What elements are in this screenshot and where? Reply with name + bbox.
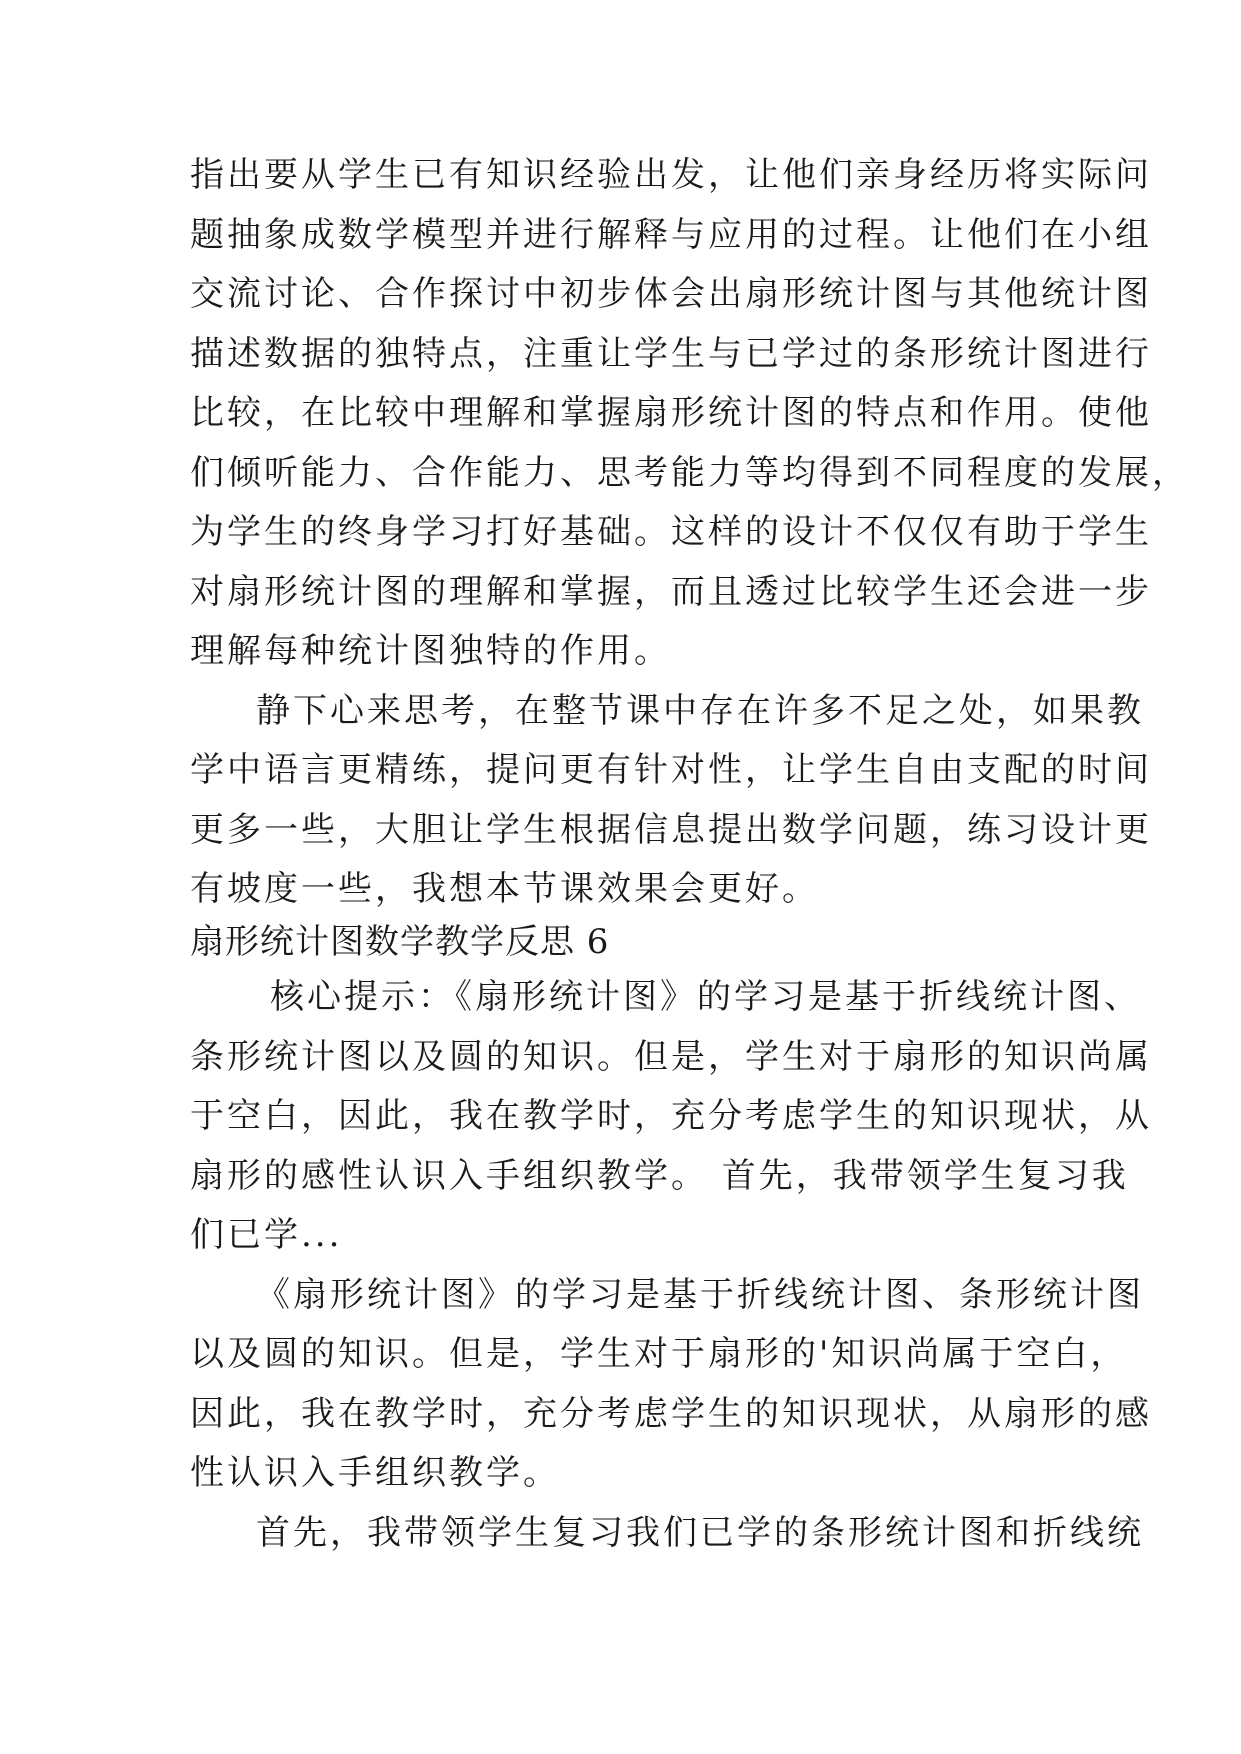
text-line: 指出要从学生已有知识经验出发，让他们亲身经历将实际问	[190, 155, 1152, 195]
text-line: 学中语言更精练，提问更有针对性，让学生自由支配的时间	[190, 750, 1152, 790]
text-line: 《扇形统计图》的学习是基于折线统计图、条形统计图	[256, 1275, 1144, 1315]
summary-line: 于空白，因此，我在教学时，充分考虑学生的知识现状，从	[190, 1096, 1152, 1136]
text-line: 比较，在比较中理解和掌握扇形统计图的特点和作用。使他	[190, 393, 1152, 433]
summary-line: 条形统计图以及圆的知识。但是，学生对于扇形的知识尚属	[190, 1037, 1152, 1077]
text-line: 更多一些，大胆让学生根据信息提出数学问题，练习设计更	[190, 810, 1152, 850]
text-line: 题抽象成数学模型并进行解释与应用的过程。让他们在小组	[190, 215, 1152, 255]
summary-line: 核心提示：《扇形统计图》的学习是基于折线统计图、	[270, 977, 1141, 1017]
text-line: 因此，我在教学时，充分考虑学生的知识现状，从扇形的感	[190, 1394, 1152, 1434]
text-line: 静下心来思考，在整节课中存在许多不足之处，如果教	[256, 691, 1144, 731]
summary-line: 们已学...	[190, 1215, 343, 1255]
text-line: 对扇形统计图的理解和掌握，而且透过比较学生还会进一步	[190, 572, 1152, 612]
text-line: 以及圆的知识。但是，学生对于扇形的'知识尚属于空白，	[190, 1334, 1128, 1374]
text-line: 描述数据的独特点，注重让学生与已学过的条形统计图进行	[190, 334, 1152, 374]
section-title: 扇形统计图数学教学反思 6	[190, 922, 610, 962]
text-line: 理解每种统计图独特的作用。	[190, 631, 671, 671]
text-line: 们倾听能力、合作能力、思考能力等均得到不同程度的发展，	[190, 453, 1189, 493]
text-line: 为学生的终身学习打好基础。这样的设计不仅仅有助于学生	[190, 512, 1152, 552]
text-line: 有坡度一些，我想本节课效果会更好。	[190, 869, 819, 909]
text-line: 性认识入手组织教学。	[190, 1453, 560, 1493]
text-line: 交流讨论、合作探讨中初步体会出扇形统计图与其他统计图	[190, 274, 1152, 314]
text-line: 首先，我带领学生复习我们已学的条形统计图和折线统	[256, 1513, 1144, 1553]
summary-line: 扇形的感性认识入手组织教学。 首先，我带领学生复习我	[190, 1156, 1129, 1196]
